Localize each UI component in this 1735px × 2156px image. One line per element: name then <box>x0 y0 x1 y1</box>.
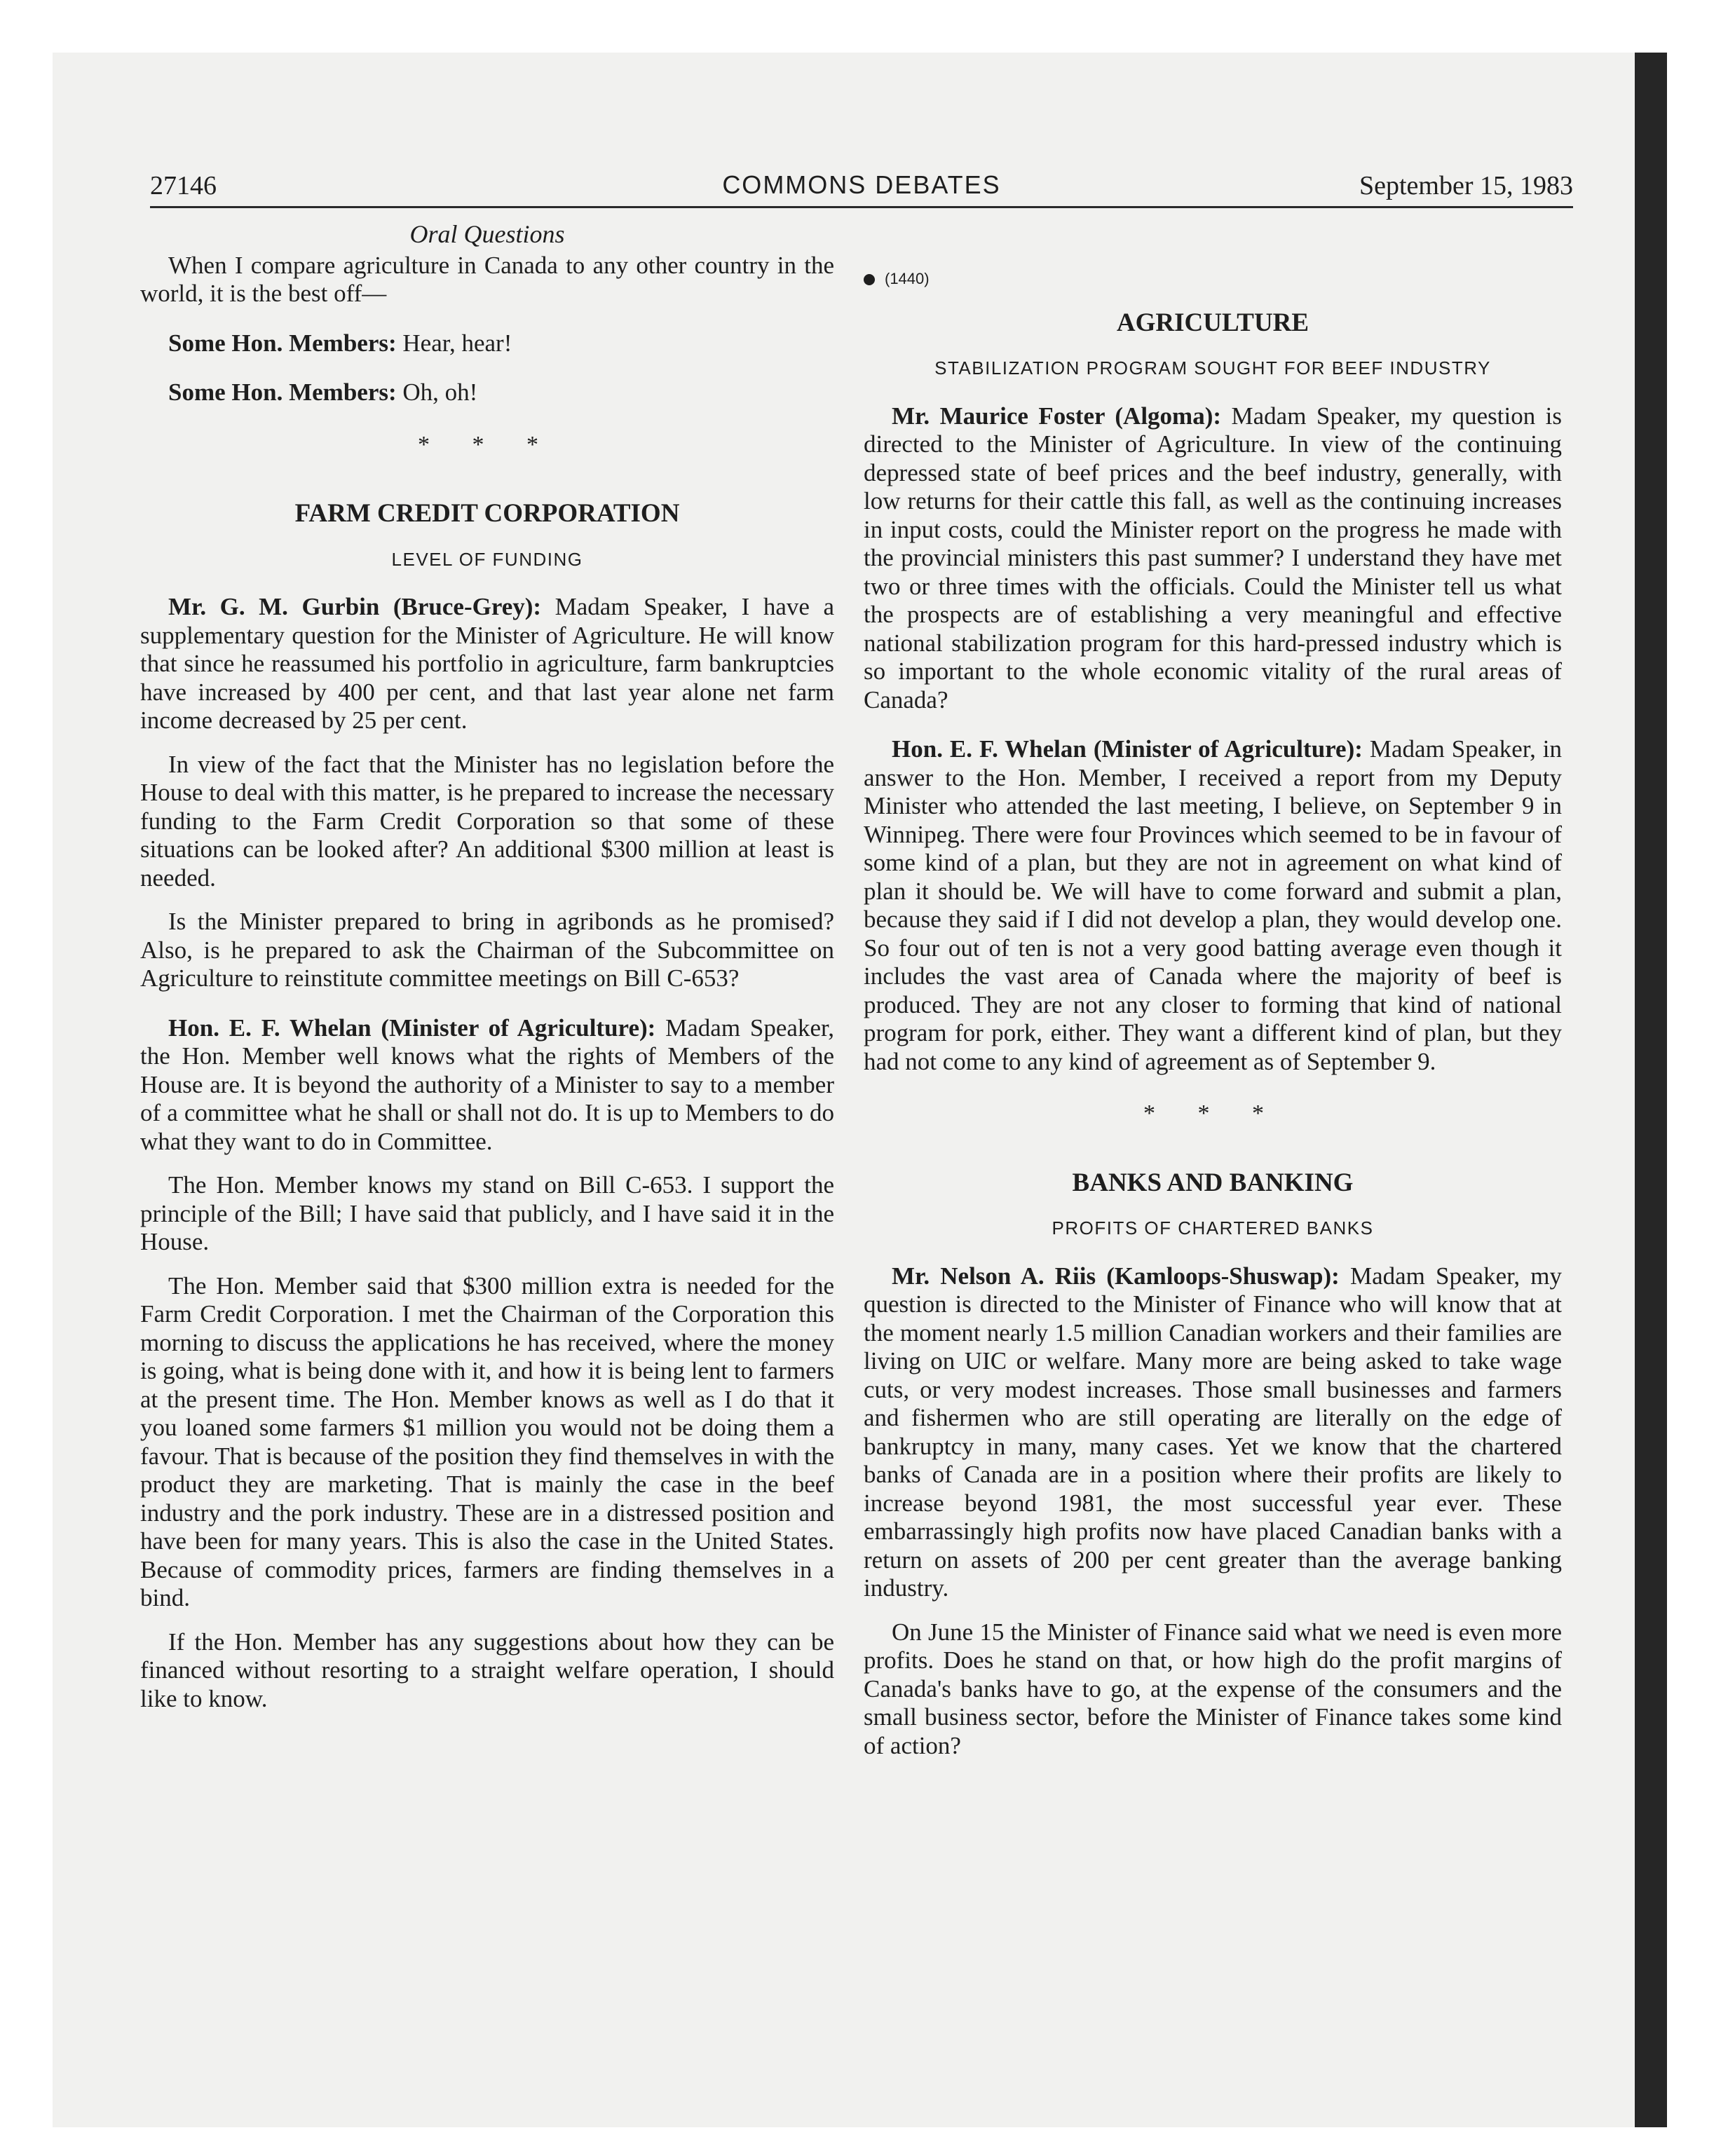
paragraph-gurbin-3: Is the Minister prepared to bring in agribonds as he promised? Also, is he prepared to ask the Chairman of the Subcommittee on Agriculture to reinstitute committee meetings on Bill C-653? <box>140 908 834 992</box>
issue-date: September 15, 1983 <box>1359 171 1573 200</box>
speaker-name: Mr. Maurice Foster (Algoma): <box>892 402 1222 430</box>
speaker-name: Hon. E. F. Whelan (Minister of Agriculture): <box>892 735 1363 763</box>
page-number: 27146 <box>150 171 217 200</box>
paragraph-gurbin-1 <box>140 593 834 735</box>
paragraph-whelan-4: If the Hon. Member has any suggestions about how they can be financed without resorting to a straight welfare operation, I should like to know. <box>140 1628 834 1712</box>
heading-banks: BANKS AND BANKING <box>1072 1168 1354 1197</box>
right-column <box>864 217 1562 1775</box>
paragraph-text: Madam Speaker, my question is directed to the Minister of Agriculture. In view of the continuing depressed state of beef prices and the beef industry, generally, with low returns for their cattle this fall, as well as the continuing increases in input costs, could the Minister report on the progress he made with the provincial ministers this past summer? I understand they have met two or three times with the officials. Could the Minister tell us what the prospects are of establishing a very meaningful and effective national stabilization program for this hard-pressed industry which is so important to the whole economic vitality of the rural areas of Canada? <box>864 402 1562 714</box>
paragraph-whelan-3: The Hon. Member said that $300 million extra is needed for the Farm Credit Corporation. I met the Chairman of the Corporation this morning to discuss the applications he has received, where the money is going, what is being done with it, and how it is being lent to farmers at the present time. The Hon. Member knows as well as I do that it you loaned some farmers $1 million you would not be doing them a favour. That is because of the position they find themselves in with the product they are marketing. That is mainly the case in the beef industry and the pork industry. These are in a distressed position and have been for many years. This is also the case in the United States. Because of commodity prices, farmers are finding themselves in a bind. <box>140 1271 834 1611</box>
paragraph-text: Madam Speaker, I have a supplementary question for the Minister of Agriculture. He will know that since he reassumed his portfolio in agriculture, farm bankruptcies have increased by 400 per cent, and that last year alone net farm income decreased by 25 per cent. <box>140 593 835 734</box>
speaker-name: Hon. E. F. Whelan (Minister of Agriculture): <box>168 1014 656 1042</box>
speaker-name: Some Hon. Members: <box>168 378 397 406</box>
paragraph-whelan-answer <box>864 735 1562 1076</box>
time-marker <box>864 265 1562 294</box>
interjection-text: Oh, oh! <box>402 378 478 406</box>
running-head <box>150 170 1573 207</box>
paragraph-intro: When I compare agriculture in Canada to any other country in the world, it is the best off— <box>140 251 834 307</box>
paragraph-riis-2: On June 15 the Minister of Finance said what we need is even more profits. Does he stand on that, or how high do the profit margins of Canada's banks have to go, at the expense of the consumers and the small business sector, before the Minister of Finance takes some kind of action? <box>864 1618 1562 1759</box>
time-marker-text: (1440) <box>885 270 930 287</box>
paragraph-whelan-2: The Hon. Member knows my stand on Bill C-653. I support the principle of the Bill; I have said that publicly, and I have said it in the House. <box>140 1171 834 1255</box>
subheading-level-of-funding: LEVEL OF FUNDING <box>391 548 583 570</box>
paragraph-gurbin-2: In view of the fact that the Minister has no legislation before the House to deal with this matter, is he prepared to increase the necessary funding to the Farm Credit Corporation so that some of these situations can be looked after? An additional $300 million at least is needed. <box>140 750 834 892</box>
section-separator: * * * <box>418 431 557 458</box>
speaker-name: Mr. G. M. Gurbin (Bruce-Grey): <box>168 593 542 620</box>
paragraph-text: Madam Speaker, my question is directed to the Minister of Finance who will know that at the moment nearly 1.5 million Canadian workers and their families are living on UIC or welfare. Many more are being asked to take wage cuts, or very modest increases. Those small businesses and farmers and fishermen who are still operating are literally on the edge of bankruptcy in many, many cases. Yet we know that the chartered banks of Canada are in a position where their profits are likely to increase beyond 1981, the most successful year ever. These embarrassingly high profits now have placed Canadian banks with a return on assets of 200 per cent greater than the average banking industry. <box>864 1262 1562 1602</box>
interjection-2 <box>140 378 834 407</box>
speaker-name: Some Hon. Members: <box>168 329 397 357</box>
left-column <box>140 217 834 1728</box>
publication-title: COMMONS DEBATES <box>722 170 1001 199</box>
bullet-icon <box>864 274 875 285</box>
speaker-name: Mr. Nelson A. Riis (Kamloops-Shuswap): <box>892 1262 1340 1290</box>
heading-farm-credit: FARM CREDIT CORPORATION <box>294 499 680 528</box>
subheading-profits: PROFITS OF CHARTERED BANKS <box>1052 1217 1374 1239</box>
section-separator: * * * <box>1143 1100 1282 1126</box>
paragraph-text: Madam Speaker, in answer to the Hon. Member, I received a report from my Deputy Minister who attended the last meeting, I believe, on September 9 in Winnipeg. There were four Provinces which seemed to be in favour of some kind of a plan, but they are not in agreement on what kind of plan it should be. We will have to come forward and submit a plan, because they said if I did not develop a plan, they would develop one. So four out of ten is not a very good batting average even though it includes the vast area of Canada where the majority of beef is produced. They are not any closer to forming that kind of national program for pork, either. They want a different kind of plan, but they had not come to any kind of agreement as of September 9. <box>864 735 1562 1075</box>
paragraph-foster-1 <box>864 402 1562 715</box>
paragraph-riis-1 <box>864 1262 1562 1603</box>
heading-agriculture: AGRICULTURE <box>1116 308 1309 337</box>
scan-edge-shadow <box>1635 53 1667 2127</box>
header-rule <box>150 206 1573 208</box>
interjection-text: Hear, hear! <box>402 329 512 357</box>
interjection-1 <box>140 329 834 358</box>
section-label: Oral Questions <box>409 220 565 248</box>
subheading-stabilization: STABILIZATION PROGRAM SOUGHT FOR BEEF INDUSTRY <box>934 357 1491 378</box>
paragraph-whelan-1 <box>140 1014 834 1157</box>
paragraph-text: Madam Speaker, the Hon. Member well knows what the rights of Members of the House are. It is beyond the authority of a Minister to say to a member of a committee what he shall or shall not do. It is up to Members to do what they want to do in Committee. <box>140 1014 834 1155</box>
